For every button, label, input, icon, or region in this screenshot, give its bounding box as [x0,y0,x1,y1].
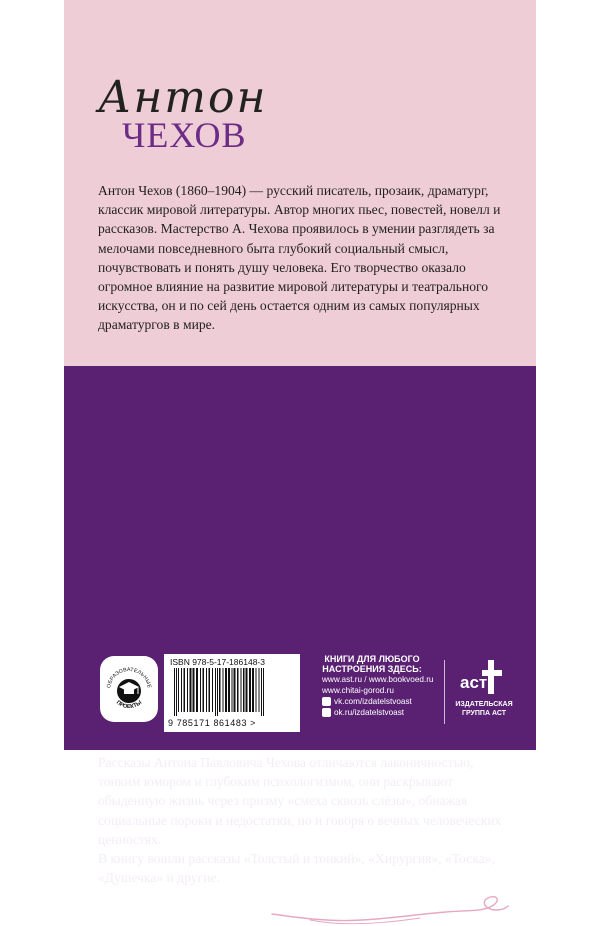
publisher-logo-text: аст [460,673,488,692]
barcode-digits: 9 785171 861483 > [168,718,257,728]
barcode-bar [176,668,177,716]
promo-link[interactable]: www.ast.ru / www.bookvoed.ru [322,675,434,684]
promo-block [322,654,436,718]
book-description [98,753,516,887]
graduation-cap-icon [100,656,158,722]
badge-bottom-text: ПРОЕКТЫ [114,699,144,711]
author-first-name: Антон [98,72,268,123]
badge-top-text: ОБРАЗОВАТЕЛЬНЫЕ [106,666,152,689]
barcode-bar [200,668,201,712]
book-back-cover [64,0,536,886]
barcode-bar [246,668,248,712]
author-biography: Антон Чехов (1860–1904) — русский писатель, прозаик, драматург, классик мировой литературы. Автор многих пьес, повестей, новелл и рассказов. Мастерство А. Чехова проявилось в умении разглядеть за мелочами повседневного быта глубокий социальный смысл, почувствовать и понять душу человека. Его творчество оказало огромное влияние на развитие мировой литературы и театрального искусства, он и по сей день остается одним из самых популярных драматургов в мире. [98,183,501,333]
educational-projects-badge [100,656,158,722]
author-section [64,0,536,366]
promo-title: КНИГИ ДЛЯ ЛЮБОГО НАСТРОЕНИЯ ЗДЕСЬ: [322,654,422,674]
ok-link-label: ok.ru/izdatelstvoast [334,708,405,717]
vk-icon [322,697,331,706]
vk-link-label: vk.com/izdatelstvoast [334,697,412,706]
ok-link[interactable] [322,707,436,718]
barcode-bar [249,668,251,712]
barcode-bar [184,668,186,712]
barcode-bar [219,668,221,712]
publisher-name: ИЗДАТЕЛЬСКАЯ ГРУППА АСТ [455,701,513,717]
barcode [172,668,292,716]
barcode-bar [241,668,242,712]
barcode-bar [261,668,262,716]
barcode-bar [196,668,198,712]
barcode-bar [215,668,216,716]
barcode-bar [190,668,192,712]
ast-logo-icon [458,654,510,698]
barcode-bar [234,668,236,712]
isbn-number: ISBN 978-5-17-186148-3 [170,657,265,667]
barcode-bar [181,668,182,712]
author-last-name: ЧЕХОВ [122,115,247,155]
barcode-bar [223,668,224,712]
barcode-block [164,654,300,732]
barcode-bar [174,668,175,716]
vk-link[interactable] [322,696,436,707]
barcode-bar [178,668,179,712]
description-paragraph: В книгу вошли рассказы «Толстый и тонкий», «Хирургия», «Тоска», «Душечка» и другие. [98,851,495,886]
barcode-bar [217,668,218,716]
barcode-bar [228,668,230,712]
barcode-bar [193,668,195,712]
barcode-bar [256,668,257,712]
ok-icon [322,708,331,717]
barcode-bar [225,668,227,712]
description-paragraph: Рассказы Антона Павловича Чехова отличаются лаконичностью, тонким юмором и глубоким психологизмом, они раскрывают обыденную жизнь через призму «смеха сквозь слёзы», обнажая социальные пороки и недостатки, но и говоря о вечных человеческих ценностях. [98,755,502,847]
barcode-bar [212,668,213,712]
barcode-bar [259,668,260,712]
barcode-bar [232,668,233,712]
barcode-bar [187,668,188,712]
divider [444,660,445,724]
publisher-block [452,654,516,718]
imprint-bar [100,654,513,734]
flourish-ornament-icon [270,892,510,926]
barcode-bar [237,668,239,712]
barcode-bar [243,668,245,712]
promo-link[interactable]: www.chitai-gorod.ru [322,686,394,695]
barcode-bar [206,668,207,712]
barcode-bar [252,668,254,712]
barcode-bar [263,668,264,716]
barcode-bar [209,668,211,712]
barcode-bar [203,668,205,712]
book-description-section [64,366,536,886]
